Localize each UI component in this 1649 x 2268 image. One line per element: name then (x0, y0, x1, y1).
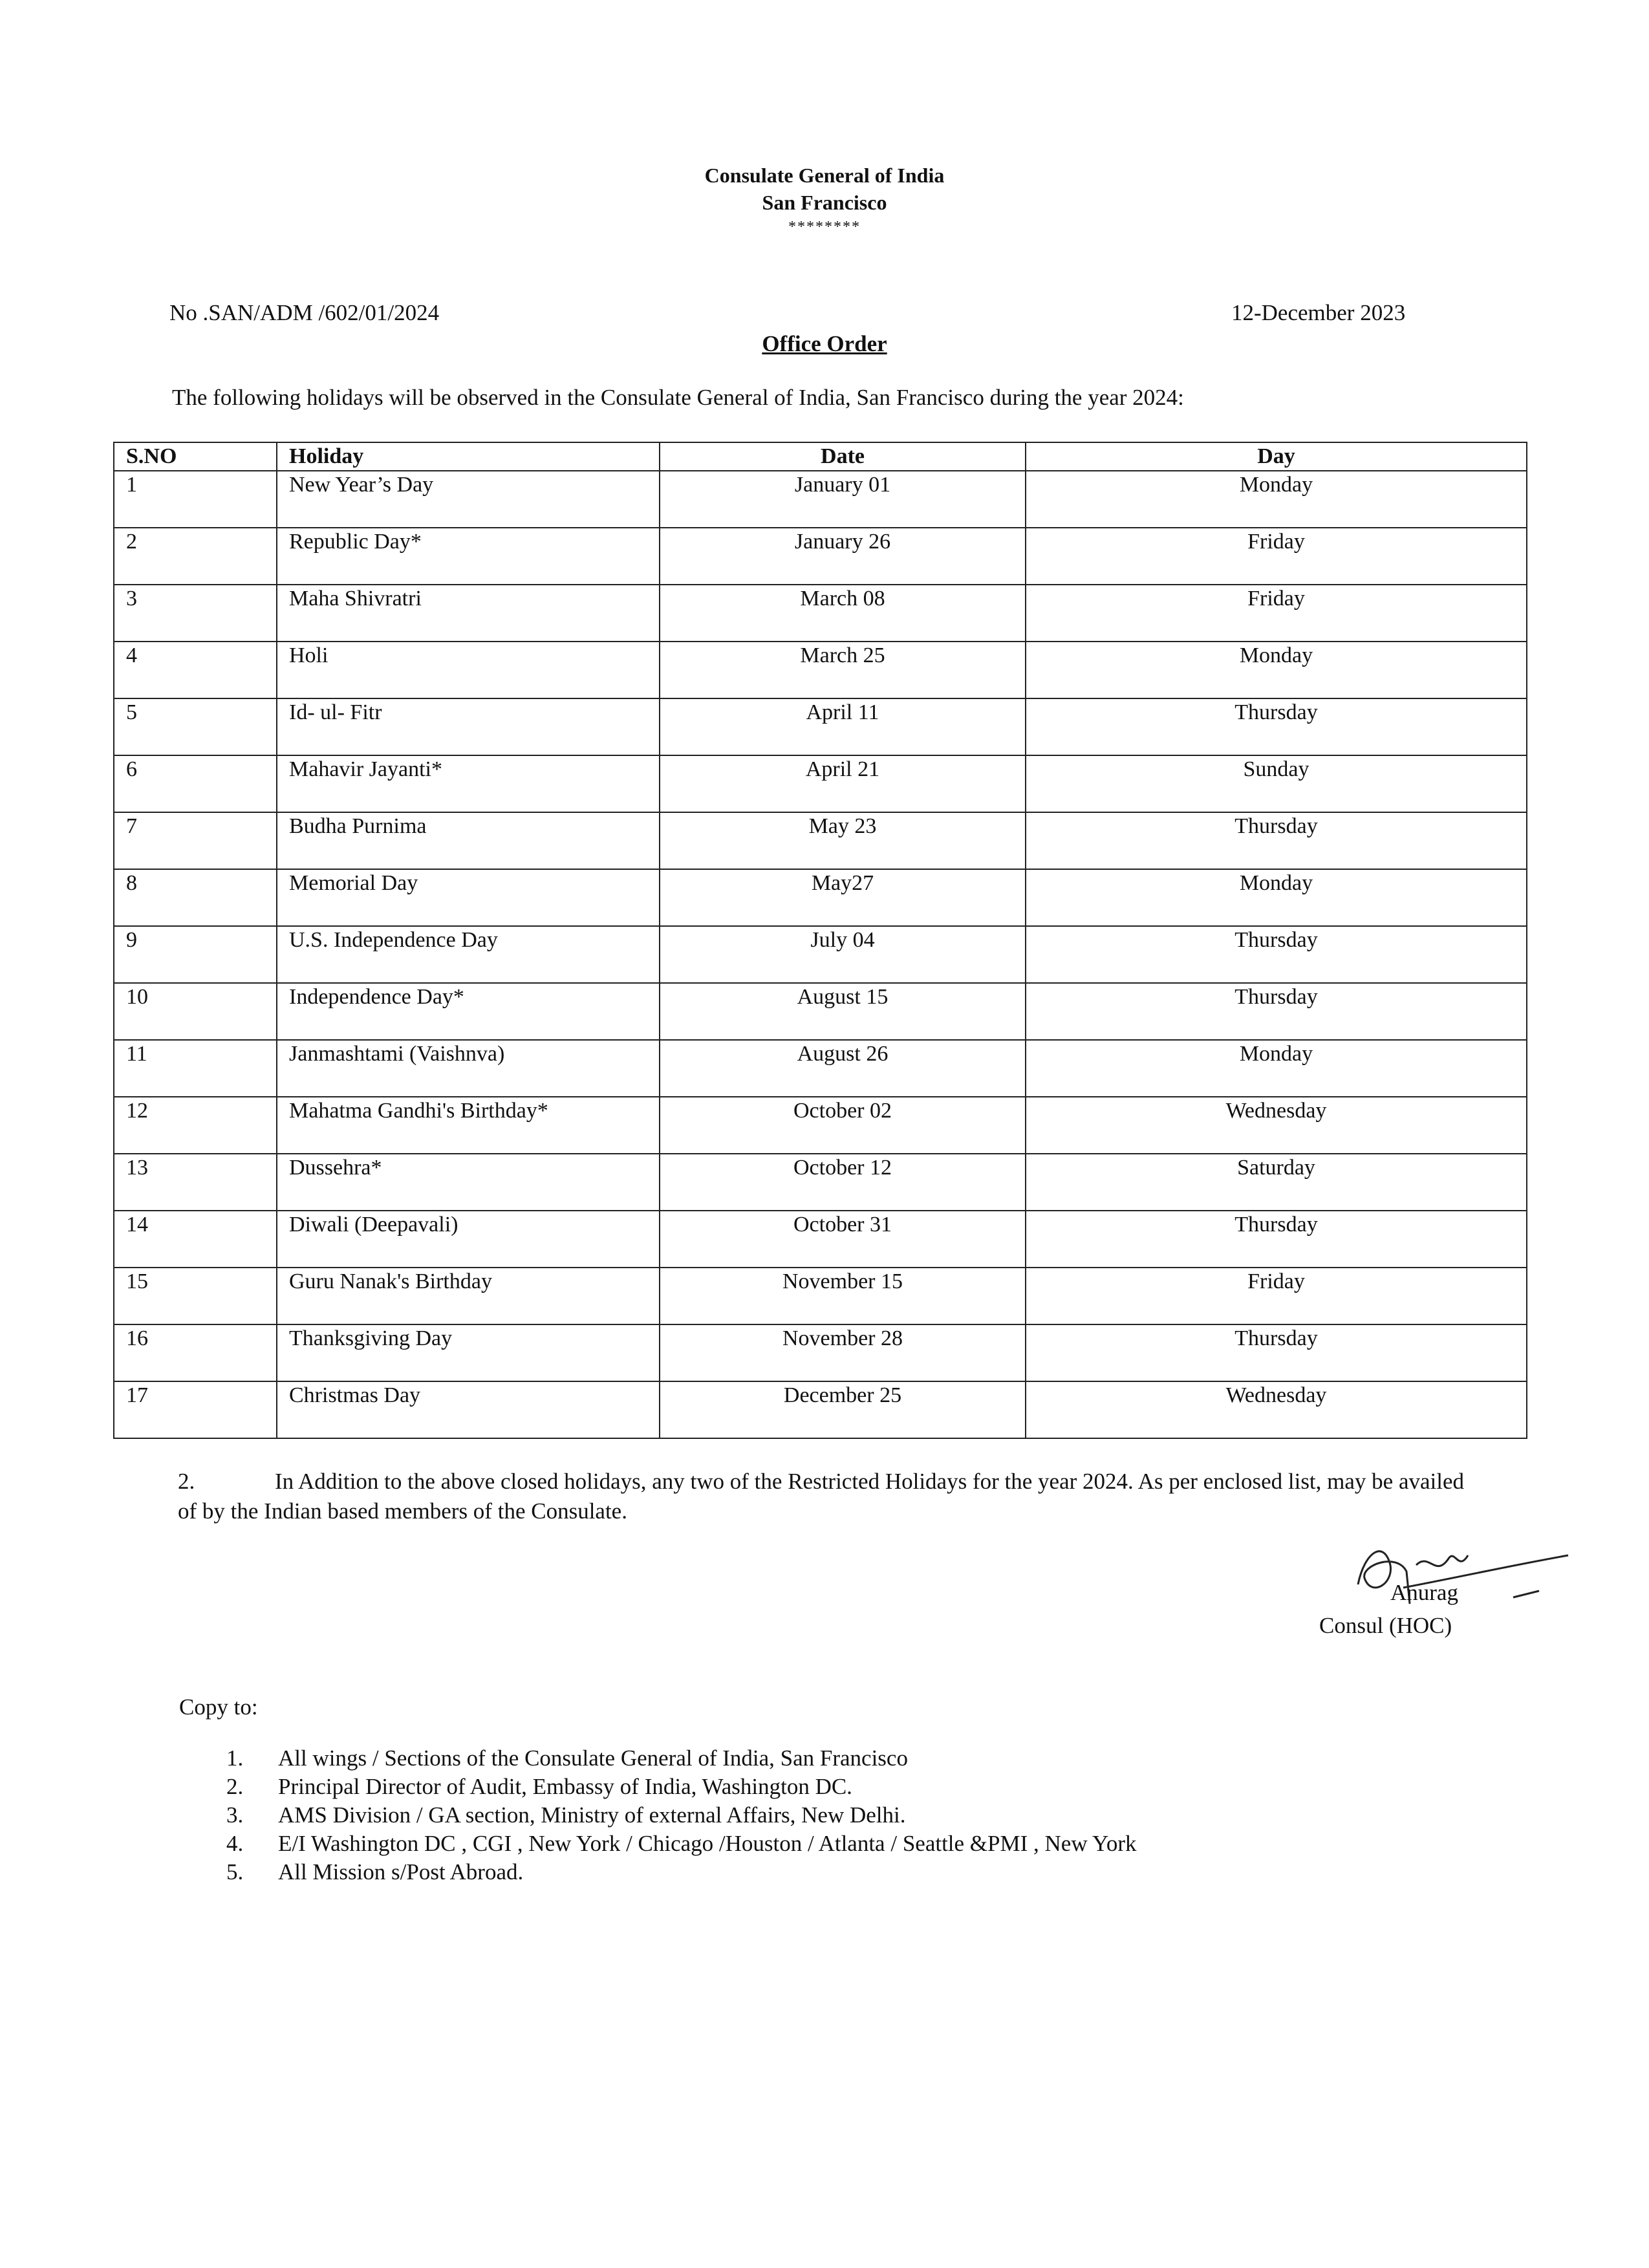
list-item (226, 1830, 1137, 1858)
cell-day: Monday (1026, 1040, 1527, 1097)
cell-holiday: Christmas Day (277, 1381, 660, 1438)
list-item-text: All Mission s/Post Abroad. (278, 1859, 524, 1885)
cell-holiday: Memorial Day (277, 869, 660, 926)
table-row (114, 869, 1527, 926)
cell-day: Friday (1026, 585, 1527, 642)
header-day: Day (1026, 442, 1527, 471)
cell-date: March 25 (660, 642, 1026, 698)
paragraph-text: In Addition to the above closed holidays, any two of the Restricted Holidays for the year 2024. As per enclosed list, may be availed of by the Indian based members of the Consulate. (178, 1469, 1465, 1524)
table-row (114, 585, 1527, 642)
cell-holiday: U.S. Independence Day (277, 926, 660, 983)
copy-to-label: Copy to: (179, 1694, 258, 1720)
cell-date: July 04 (660, 926, 1026, 983)
signature (1345, 1526, 1578, 1610)
reference-number: No .SAN/ADM /602/01/2024 (169, 300, 440, 325)
table-row (114, 926, 1527, 983)
cell-sno: 10 (114, 983, 277, 1040)
cell-date: December 25 (660, 1381, 1026, 1438)
cell-date: May 23 (660, 812, 1026, 869)
cell-day: Thursday (1026, 926, 1527, 983)
cell-sno: 7 (114, 812, 277, 869)
cell-holiday: Holi (277, 642, 660, 698)
cell-date: October 02 (660, 1097, 1026, 1154)
list-item-number: 4. (226, 1831, 244, 1856)
list-item (226, 1858, 1137, 1886)
cell-date: March 08 (660, 585, 1026, 642)
cell-day: Monday (1026, 471, 1527, 528)
cell-holiday: Independence Day* (277, 983, 660, 1040)
cell-day: Wednesday (1026, 1381, 1527, 1438)
header-org: Consulate General of India (704, 164, 945, 187)
cell-sno: 6 (114, 755, 277, 812)
cell-date: April 11 (660, 698, 1026, 755)
list-item (226, 1801, 1137, 1830)
cell-sno: 11 (114, 1040, 277, 1097)
cell-date: January 01 (660, 471, 1026, 528)
header-date: Date (660, 442, 1026, 471)
cell-holiday: Maha Shivratri (277, 585, 660, 642)
cell-day: Thursday (1026, 983, 1527, 1040)
cell-holiday: Republic Day* (277, 528, 660, 585)
signatory-designation: Consul (HOC) (1319, 1613, 1452, 1638)
page-title: Office Order (762, 331, 887, 356)
cell-sno: 3 (114, 585, 277, 642)
list-item-number: 2. (226, 1774, 244, 1799)
cell-sno: 2 (114, 528, 277, 585)
intro-text: The following holidays will be observed in the Consulate General of India, San Francisco during the year 2024: (172, 385, 1184, 410)
table-row (114, 1268, 1527, 1324)
holiday-table (113, 442, 1527, 1439)
cell-day: Thursday (1026, 1324, 1527, 1381)
header-stars: ******** (788, 219, 861, 235)
cell-day: Monday (1026, 869, 1527, 926)
table-row (114, 755, 1527, 812)
cell-holiday: New Year’s Day (277, 471, 660, 528)
list-item-number: 5. (226, 1859, 244, 1885)
cell-sno: 5 (114, 698, 277, 755)
table-row (114, 1040, 1527, 1097)
cell-day: Thursday (1026, 812, 1527, 869)
cell-date: November 15 (660, 1268, 1026, 1324)
cell-sno: 17 (114, 1381, 277, 1438)
cell-day: Wednesday (1026, 1097, 1527, 1154)
table-row (114, 1324, 1527, 1381)
signatory-name: Anurag (1390, 1580, 1458, 1605)
list-item-text: All wings / Sections of the Consulate General of India, San Francisco (278, 1745, 908, 1771)
list-item-number: 3. (226, 1802, 244, 1828)
order-date: 12-December 2023 (1231, 300, 1406, 325)
table-row (114, 1211, 1527, 1268)
cell-day: Friday (1026, 1268, 1527, 1324)
cell-sno: 14 (114, 1211, 277, 1268)
header-sno: S.NO (114, 442, 277, 471)
list-item-text: E/I Washington DC , CGI , New York / Chicago /Houston / Atlanta / Seattle &PMI , New York (278, 1831, 1137, 1856)
table-row (114, 471, 1527, 528)
cell-sno: 12 (114, 1097, 277, 1154)
cell-holiday: Guru Nanak's Birthday (277, 1268, 660, 1324)
cell-sno: 16 (114, 1324, 277, 1381)
table-row (114, 812, 1527, 869)
cell-holiday: Janmashtami (Vaishnva) (277, 1040, 660, 1097)
cell-holiday: Budha Purnima (277, 812, 660, 869)
cell-holiday: Dussehra* (277, 1154, 660, 1211)
cell-sno: 15 (114, 1268, 277, 1324)
header-holiday: Holiday (277, 442, 660, 471)
cell-day: Saturday (1026, 1154, 1527, 1211)
holiday-table-wrapper (113, 442, 1526, 1439)
cell-date: May27 (660, 869, 1026, 926)
table-row (114, 698, 1527, 755)
cell-date: November 28 (660, 1324, 1026, 1381)
table-row (114, 1097, 1527, 1154)
cell-sno: 9 (114, 926, 277, 983)
cell-date: April 21 (660, 755, 1026, 812)
header-city: San Francisco (762, 191, 887, 214)
cell-holiday: Thanksgiving Day (277, 1324, 660, 1381)
list-item (226, 1773, 1137, 1801)
copy-to-list (226, 1744, 1137, 1886)
table-row (114, 1154, 1527, 1211)
cell-sno: 4 (114, 642, 277, 698)
table-row (114, 642, 1527, 698)
cell-sno: 8 (114, 869, 277, 926)
list-item (226, 1744, 1137, 1773)
cell-holiday: Id- ul- Fitr (277, 698, 660, 755)
cell-sno: 1 (114, 471, 277, 528)
paragraph-number: 2. (178, 1469, 195, 1494)
cell-date: August 15 (660, 983, 1026, 1040)
cell-date: October 31 (660, 1211, 1026, 1268)
list-item-text: Principal Director of Audit, Embassy of India, Washington DC. (278, 1774, 852, 1799)
cell-date: October 12 (660, 1154, 1026, 1211)
cell-day: Monday (1026, 642, 1527, 698)
cell-holiday: Mahatma Gandhi's Birthday* (277, 1097, 660, 1154)
table-row (114, 528, 1527, 585)
cell-day: Thursday (1026, 698, 1527, 755)
list-item-number: 1. (226, 1745, 244, 1771)
table-row (114, 983, 1527, 1040)
cell-sno: 13 (114, 1154, 277, 1211)
holiday-table-body (114, 471, 1527, 1438)
cell-date: August 26 (660, 1040, 1026, 1097)
cell-holiday: Mahavir Jayanti* (277, 755, 660, 812)
cell-day: Sunday (1026, 755, 1527, 812)
cell-day: Thursday (1026, 1211, 1527, 1268)
cell-day: Friday (1026, 528, 1527, 585)
additional-holidays-paragraph (178, 1467, 1471, 1526)
table-header-row (114, 442, 1527, 471)
cell-holiday: Diwali (Deepavali) (277, 1211, 660, 1268)
table-row (114, 1381, 1527, 1438)
cell-date: January 26 (660, 528, 1026, 585)
list-item-text: AMS Division / GA section, Ministry of external Affairs, New Delhi. (278, 1802, 906, 1828)
